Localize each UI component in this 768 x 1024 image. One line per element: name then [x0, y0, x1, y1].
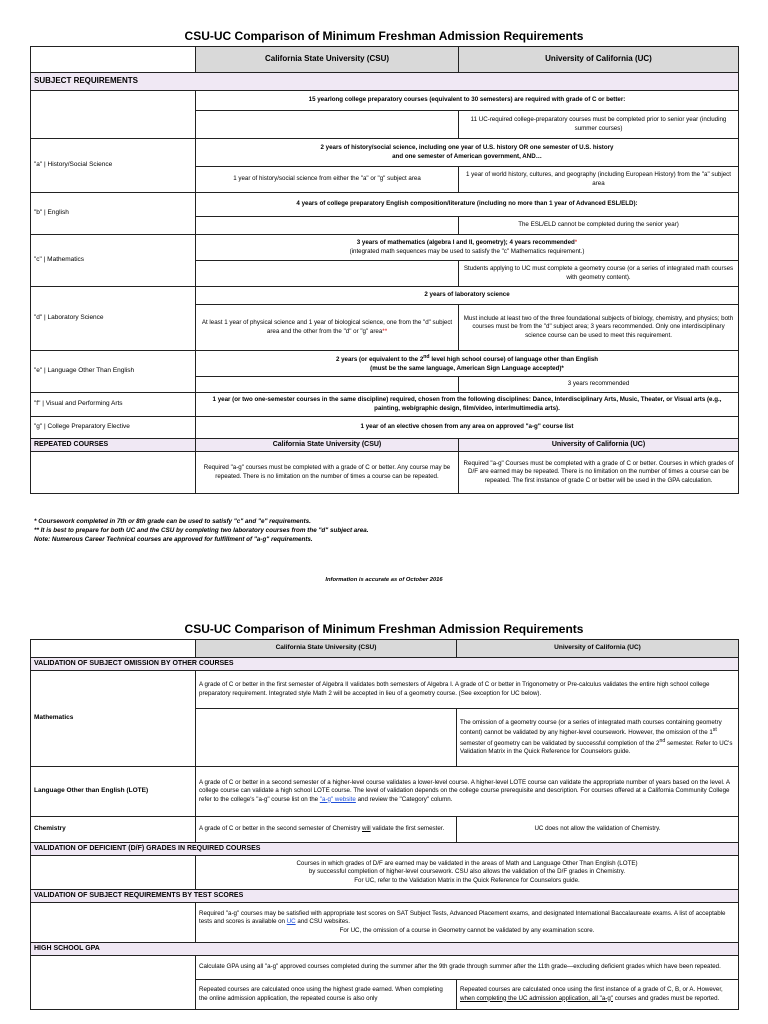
tests-line1: Required "a-g" courses may be satisfied with appropriate test scores on SAT Subject Tests, Advanced Placement exams, and designated International Baccalaureate exams. A list of acceptable tests and scores is available on — [199, 910, 726, 926]
e-both — [196, 351, 739, 377]
lote-text-2: and review the "Category" column. — [355, 795, 453, 803]
a-both-line2: and one semester of American government, AND… — [392, 152, 542, 160]
deficient-line3: For UC, refer to the Validation Matrix in the Quick Reference for Counselors guide. — [354, 876, 580, 884]
e-both-line1b: level high school course) of language other than English — [429, 356, 599, 364]
chem-csu-part1: A grade of C or better in the second semester of Chemistry — [199, 825, 363, 833]
e-uc: 3 years recommended — [459, 377, 739, 393]
d-label: "d" | Laboratory Science — [31, 287, 196, 351]
tests-label — [31, 903, 196, 943]
lote-label: Language Other than English (LOTE) — [31, 767, 196, 817]
uc-website-link[interactable]: UC — [286, 918, 296, 926]
math-label: Mathematics — [31, 671, 196, 767]
math-uc-part3: semester. Refer to UC's Validation Matrix in the Quick Reference for Counselors guide. — [460, 739, 733, 755]
gpa-uc-part1: Repeated courses are calculated once using the first instance of a grade of C, B, or A. However, — [460, 986, 723, 994]
section-deficient-grades: VALIDATION OF DEFICIENT (D/F) GRADES IN REQUIRED COURSES — [31, 843, 739, 856]
b-both: 4 years of college preparatory English composition/literature (including no more than 1 year of Advanced ESL/ELD): — [196, 193, 739, 217]
gpa-uc-part2: courses and grades must be reported. — [612, 994, 720, 1002]
math-uc — [457, 709, 739, 767]
b-uc: The ESL/ELD cannot be completed during the senior year) — [459, 217, 739, 235]
section-subject-requirements: SUBJECT REQUIREMENTS — [31, 73, 739, 91]
c-csu — [196, 261, 459, 287]
deficient-both — [196, 856, 739, 890]
f-label: "f" | Visual and Performing Arts — [31, 393, 196, 417]
a-both-line1: 2 years of history/social science, including one year of U.S. history OR one semester of U.S. history — [320, 144, 614, 152]
p2-header-uc: University of California (UC) — [457, 640, 739, 658]
general-csu — [196, 111, 459, 139]
footnotes — [34, 517, 734, 544]
c-label: "c" | Mathematics — [31, 235, 196, 287]
a-csu: 1 year of history/social science from either the "a" or "g" subject area — [196, 167, 459, 193]
gpa-uc — [457, 980, 739, 1010]
g-label: "g" | College Preparatory Elective — [31, 417, 196, 439]
page2-table — [30, 639, 739, 1010]
header-uc: University of California (UC) — [459, 47, 739, 73]
math-sup-1: st — [712, 727, 717, 734]
chem-uc: UC does not allow the validation of Chemistry. — [457, 817, 739, 843]
d-asterisks: ** — [382, 327, 388, 335]
c-both-line2: (integrated math sequences may be used to satisfy the "c" Mathematics requirement.) — [349, 247, 585, 255]
c-both — [196, 235, 739, 261]
tests-line2: For UC, the omission of a course in Geometry cannot be validated by any examination score. — [339, 926, 595, 934]
a-label: "a" | History/Social Science — [31, 139, 196, 193]
repeated-uc: Required "a-g" Courses must be completed with a grade of C or better. Courses in which grades of D/F are earned may be repeated. There is no limitation on the number of times a course can be repeated. The first instance of grade C or better will be used in the GPA calculation. — [459, 452, 739, 494]
chem-csu — [196, 817, 457, 843]
deficient-line1: Courses in which grades of D/F are earned may be validated in the areas of Math and Language Other Than English (LOTE) — [296, 860, 638, 868]
gpa-csu: Repeated courses are calculated once using the highest grade earned. When completing the online admission application, the repeated course is also only — [196, 980, 457, 1010]
math-uc-part1: The omission of a geometry course (or a series of integrated math courses containing geometry content) cannot be validated by any higher-level coursework. However, the omission of the 1 — [460, 719, 722, 737]
footnote-1: * Coursework completed in 7th or 8th grade can be used to satisfy "c" and "e" requirements. — [34, 518, 311, 525]
footnote-2: ** It is best to prepare for both UC and the CSU by completing two laboratory courses from the "d" subject area. — [34, 527, 369, 535]
section-validation-omission: VALIDATION OF SUBJECT OMISSION BY OTHER COURSES — [31, 658, 739, 671]
gpa-uc-underlined: when completing the UC admission application, all "a-g" — [460, 994, 613, 1002]
repeated-csu: Required "a-g" courses must be completed with a grade of C or better. Any course may be repeated. There is no limitation on the number of times a course can be repeated. — [196, 452, 459, 494]
e-sup: nd — [423, 354, 430, 361]
lote-both — [196, 767, 739, 817]
gpa-both: Calculate GPA using all "a-g" approved courses completed during the summer after the 9th grade through summer after the 11th grade—excluding deficient grades which have been repeated. — [196, 956, 739, 980]
b-label: "b" | English — [31, 193, 196, 235]
c-uc: Students applying to UC must complete a geometry course (or a series of integrated math courses with geometry content). — [459, 261, 739, 287]
chem-csu-part2: validate the first semester. — [370, 825, 445, 833]
tests-line1-end: and CSU websites. — [295, 918, 350, 926]
general-label — [31, 91, 196, 139]
a-both — [196, 139, 739, 167]
lote-text-1: A grade of C or better in a second semester of a higher-level course validates a lower-level course. A higher-level LOTE course can validate the appropriate number of years based on the level. A college course can validate a high school LOTE course. The level of validation depends on the college course prerequisite and description. For courses offered at a California Community College refer to the college's "a-g" course list on the — [199, 779, 730, 803]
section-test-scores: VALIDATION OF SUBJECT REQUIREMENTS BY TEST SCORES — [31, 890, 739, 903]
p2-header-csu: California State University (CSU) — [196, 640, 457, 658]
e-both-line1a: 2 years (or equivalent to the 2 — [335, 356, 424, 364]
a-uc: 1 year of world history, cultures, and geography (including European History) from the "a" subject area — [459, 167, 739, 193]
d-csu — [196, 305, 459, 351]
repeated-label — [31, 452, 196, 494]
p2-header-blank — [31, 640, 196, 658]
page2-title: CSU-UC Comparison of Minimum Freshman Admission Requirements — [184, 622, 584, 636]
d-csu-text: At least 1 year of physical science and 1 year of biological science, one from the "d" subject area and the other from the "d" or "g" area — [201, 319, 453, 335]
repeated-header-uc: University of California (UC) — [459, 439, 739, 452]
d-both: 2 years of laboratory science — [196, 287, 739, 305]
f-both: 1 year (or two one-semester courses in the same discipline) required, chosen from the following disciplines: Dance, Interdisciplinary Arts, Music, Theater, or Visual arts (e.g., painting, web/graphic design, film/video, inter/multimedia arts). — [196, 393, 739, 417]
chem-label: Chemistry — [31, 817, 196, 843]
b-csu — [196, 217, 459, 235]
header-csu: California State University (CSU) — [196, 47, 459, 73]
e-label: "e" | Language Other Than English — [31, 351, 196, 393]
section-high-school-gpa: HIGH SCHOOL GPA — [31, 943, 739, 956]
info-accuracy: Information is accurate as of October 2016 — [325, 577, 443, 583]
deficient-line2: by successful completion of higher-level coursework. CSU also allows the validation of the D/F grades in Chemistry. — [308, 868, 626, 876]
section-repeated-courses: REPEATED COURSES — [31, 439, 196, 452]
page1-table — [30, 46, 739, 494]
math-uc-part2: semester of geometry can be validated by successful completion of the 2 — [460, 739, 660, 747]
a-g-website-link[interactable]: "a-g" website — [319, 795, 356, 803]
math-both: A grade of C or better in the first semester of Algebra II validates both semesters of Algebra I. A grade of C or better in Trigonometry or Pre-calculus validates the entire high school college preparatory requirement. Integrated style Math 2 will be accepted in lieu of a geometry course. (See exception for UC below). — [196, 671, 739, 709]
d-uc: Must include at least two of the three foundational subjects of biology, chemistry, and physics; both courses must be from the "d" subject area; 3 years recommended. Only one interdisciplinary science course can be used to meet this requirement. — [459, 305, 739, 351]
math-csu — [196, 709, 457, 767]
e-csu — [196, 377, 459, 393]
c-asterisk: * — [574, 239, 578, 247]
math-sup-2: nd — [659, 737, 666, 744]
chem-will: will — [362, 825, 371, 833]
page1-title: CSU-UC Comparison of Minimum Freshman Admission Requirements — [184, 29, 584, 43]
c-both-line1: 3 years of mathematics (algebra I and II, geometry); 4 years recommended — [356, 239, 575, 247]
general-uc: 11 UC-required college-preparatory courses must be completed prior to senior year (including summer courses) — [459, 111, 739, 139]
gpa-label — [31, 956, 196, 1010]
repeated-header-csu: California State University (CSU) — [196, 439, 459, 452]
footnote-3: Note: Numerous Career Technical courses are approved for fulfillment of "a-g" requirements. — [34, 536, 313, 544]
general-both: 15 yearlong college preparatory courses (equivalent to 30 semesters) are required with grade of C or better: — [196, 91, 739, 111]
deficient-label — [31, 856, 196, 890]
g-both: 1 year of an elective chosen from any area on approved "a-g" course list — [196, 417, 739, 439]
tests-both — [196, 903, 739, 943]
e-both-line2: (must be the same language, American Sign Language accepted)* — [370, 364, 564, 372]
header-blank — [31, 47, 196, 73]
